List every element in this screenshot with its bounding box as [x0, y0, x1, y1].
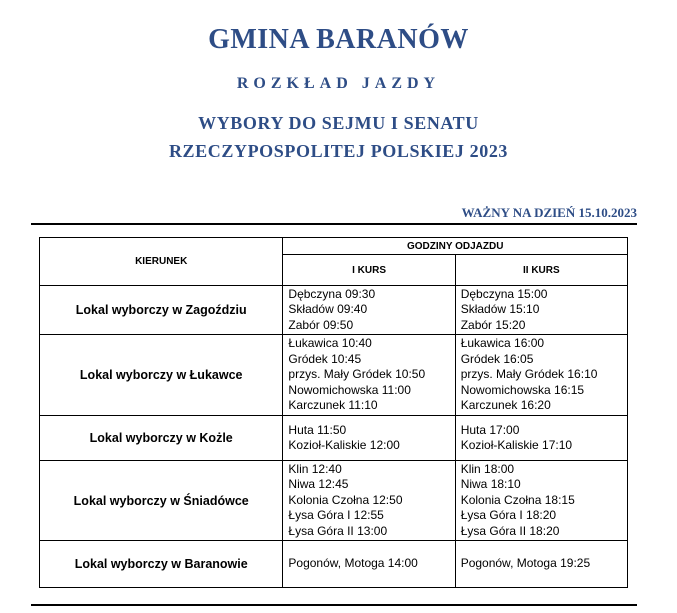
stop-time: Kolonia Czołna 18:15	[460, 492, 575, 507]
stop-time: Nowomichowska 16:15	[460, 382, 585, 397]
course-1-cell	[283, 335, 455, 416]
stop-time: Łukawica 10:40	[288, 336, 372, 351]
stop-time: Składów 09:40	[288, 302, 368, 317]
stop-time: przys. Mały Gródek 16:10	[460, 367, 598, 382]
location-cell: Lokal wyborczy w Kożle	[40, 416, 283, 461]
stop-time: Gródek 16:05	[460, 351, 534, 366]
stop-time: Pogonów, Motoga 19:25	[460, 556, 591, 571]
stop-time: Nowomichowska 11:00	[288, 382, 411, 397]
course-1-cell	[283, 416, 455, 461]
stop-time: Kozioł-Kaliskie 17:10	[460, 438, 573, 452]
election-title-line-1: WYBORY DO SEJMU I SENATU	[198, 113, 479, 133]
header-course-1: I KURS	[283, 255, 455, 286]
stop-time: Łysa Góra II 13:00	[288, 523, 388, 538]
bottom-divider	[31, 604, 637, 606]
stop-time: Klin 12:40	[288, 461, 342, 476]
course-2-cell	[455, 461, 627, 541]
election-title-line-2: RZECZYPOSPOLITEJ POLSKIEJ 2023	[168, 141, 509, 161]
stop-time: Huta 11:50	[288, 422, 347, 437]
stop-time: Dębczyna 15:00	[460, 286, 548, 301]
course-1-cell	[283, 541, 455, 588]
stop-time: Niwa 12:45	[288, 477, 349, 492]
page-subtitle: ROZKŁAD JAZDY	[236, 75, 441, 92]
stop-time: Gródek 10:45	[288, 351, 362, 366]
location-cell: Lokal wyborczy w Śniadówce	[40, 461, 283, 541]
stop-time: Składów 15:10	[460, 302, 540, 317]
stop-time: Karczunek 16:20	[460, 398, 551, 413]
course-2-cell	[455, 286, 627, 335]
header-course-2: II KURS	[455, 255, 627, 286]
location-cell: Lokal wyborczy w Łukawce	[40, 335, 283, 416]
stop-time: Zabór 09:50	[288, 317, 354, 332]
header-direction: KIERUNEK	[40, 238, 283, 286]
stop-time: Huta 17:00	[460, 422, 520, 437]
course-2-cell	[455, 335, 627, 416]
page-title: GMINA BARANÓW	[208, 24, 469, 55]
stop-time: Niwa 18:10	[460, 477, 521, 492]
top-divider	[31, 223, 637, 225]
stop-time: Kolonia Czołna 12:50	[288, 492, 403, 507]
header-departure-times: GODZINY ODJAZDU	[283, 238, 628, 255]
stop-time: przys. Mały Gródek 10:50	[288, 367, 426, 382]
table-row	[40, 461, 628, 541]
stop-time: Łysa Góra II 18:20	[460, 523, 560, 538]
table-row	[40, 335, 628, 416]
location-cell: Lokal wyborczy w Zagoździu	[40, 286, 283, 335]
stop-time: Zabór 15:20	[460, 317, 526, 332]
valid-date: WAŻNY NA DZIEŃ 15.10.2023	[461, 205, 637, 220]
table-row	[40, 286, 628, 335]
table-row	[40, 541, 628, 588]
stop-time: Klin 18:00	[460, 461, 515, 476]
stop-time: Dębczyna 09:30	[288, 286, 376, 301]
stop-time: Kozioł-Kaliskie 12:00	[288, 438, 400, 452]
stop-time: Łukawica 16:00	[460, 336, 545, 351]
course-1-cell	[283, 461, 455, 541]
course-2-cell	[455, 541, 627, 588]
stop-time: Łysa Góra I 12:55	[288, 508, 384, 523]
schedule-table	[39, 237, 628, 588]
location-cell: Lokal wyborczy w Baranowie	[40, 541, 283, 588]
stop-time: Pogonów, Motoga 14:00	[288, 556, 418, 571]
stop-time: Łysa Góra I 18:20	[460, 508, 557, 523]
stop-time: Karczunek 11:10	[288, 398, 378, 413]
course-1-cell	[283, 286, 455, 335]
course-2-cell	[455, 416, 627, 461]
table-row	[40, 416, 628, 461]
